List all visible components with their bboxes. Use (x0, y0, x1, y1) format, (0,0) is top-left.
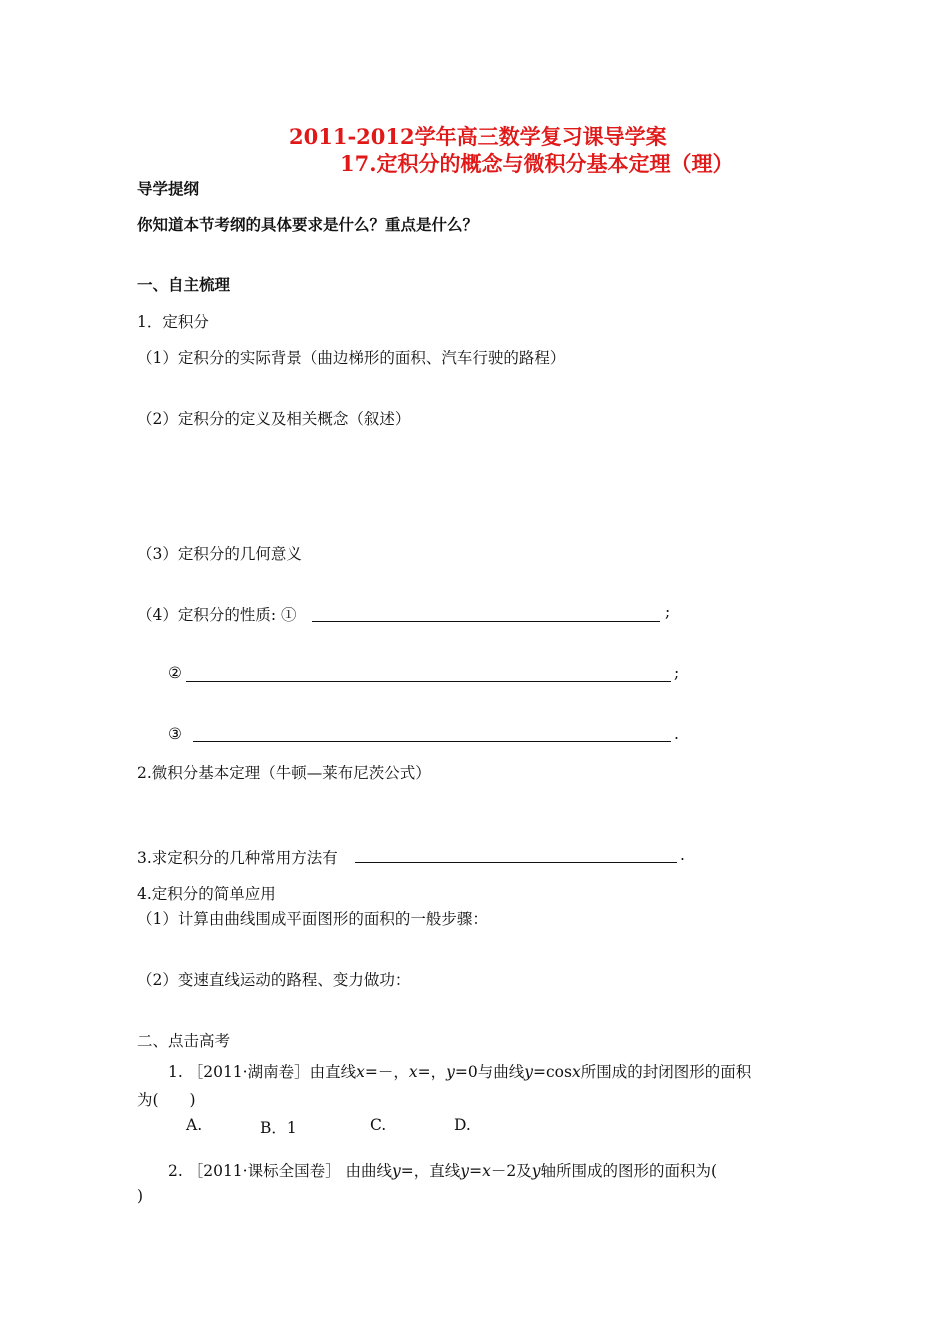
q2-suffix: 轴所围成的图形的面积为( (540, 1162, 718, 1180)
section-1-heading: 一、自主梳理 (137, 275, 231, 294)
question-1 (168, 1060, 751, 1082)
item-4: 4.定积分的简单应用 (137, 885, 276, 903)
item-1-3: （3）定积分的几何意义 (137, 545, 302, 563)
prop-2-separator: ; (674, 664, 680, 682)
q1-option-d[interactable]: D. (454, 1116, 471, 1134)
q2-var-y3: y (531, 1162, 541, 1180)
prop-1-separator: ; (665, 603, 671, 621)
q1-eq1: =－， (364, 1063, 409, 1081)
item-1-2: （2）定积分的定义及相关概念（叙述） (137, 410, 411, 428)
blank-line-prop-1[interactable] (312, 621, 660, 622)
q2-eq3: －2及 (490, 1162, 532, 1180)
q1-prefix: 1. ［2011·湖南卷］由直线 (168, 1063, 357, 1081)
prop-3-separator: . (674, 725, 679, 743)
q1-var-y1: y (446, 1063, 455, 1081)
question-2 (168, 1159, 717, 1181)
prop-3-marker: ③ (168, 725, 182, 743)
q1-var-x3: x (571, 1063, 581, 1081)
prop-2-marker: ② (168, 664, 182, 682)
q1-option-a[interactable]: A. (186, 1116, 203, 1134)
q1-eq4: =cos (532, 1063, 572, 1081)
q2-var-y1: y (392, 1162, 401, 1180)
q1-var-x1: x (356, 1063, 365, 1081)
q1-suffix: 所围成的封闭图形的面积 (580, 1063, 752, 1081)
q2-var-x1: x (482, 1162, 491, 1180)
blank-line-prop-2[interactable] (186, 681, 671, 682)
item-4-1: （1）计算由曲线围成平面图形的面积的一般步骤： (137, 910, 488, 928)
q2-var-y2: y (460, 1162, 470, 1180)
item-1: 1．定积分 (137, 313, 209, 331)
q1-var-y2: y (524, 1063, 533, 1081)
item-3: 3.求定积分的几种常用方法有 (137, 849, 338, 867)
guide-heading: 导学提纲 (137, 179, 200, 198)
question-1-line-2: 为( ) (137, 1091, 196, 1109)
item-2: 2.微积分基本定理（牛顿—莱布尼茨公式） (137, 764, 431, 782)
title-line-1: 2011-2012学年高三数学复习课导学案 (289, 124, 667, 149)
title-line-2: 17.定积分的概念与微积分基本定理（理） (340, 151, 734, 176)
q1-option-c[interactable]: C. (370, 1116, 387, 1134)
q2-eq1: =，直线 (400, 1162, 461, 1180)
q1-option-b[interactable]: B．1 (260, 1119, 297, 1137)
q2-eq2: = (469, 1162, 483, 1180)
item-3-separator: . (680, 846, 685, 864)
q1-eq3: =0与曲线 (454, 1063, 525, 1081)
question-2-line-2: ) (137, 1187, 144, 1205)
item-1-1: （1）定积分的实际背景（曲边梯形的面积、汽车行驶的路程） (137, 349, 566, 367)
item-4-2: （2）变速直线运动的路程、变力做功： (137, 971, 411, 989)
guide-question: 你知道本节考纲的具体要求是什么？重点是什么？ (137, 215, 479, 234)
section-2-heading: 二、点击高考 (137, 1032, 231, 1050)
q2-prefix: 2. ［2011·课标全国卷］ 由曲线 (168, 1162, 393, 1180)
q1-var-x2: x (408, 1063, 418, 1081)
blank-line-methods[interactable] (355, 862, 677, 863)
blank-line-prop-3[interactable] (193, 741, 671, 742)
item-1-4: （4）定积分的性质: ① (137, 606, 297, 624)
q1-eq2: =， (417, 1063, 447, 1081)
